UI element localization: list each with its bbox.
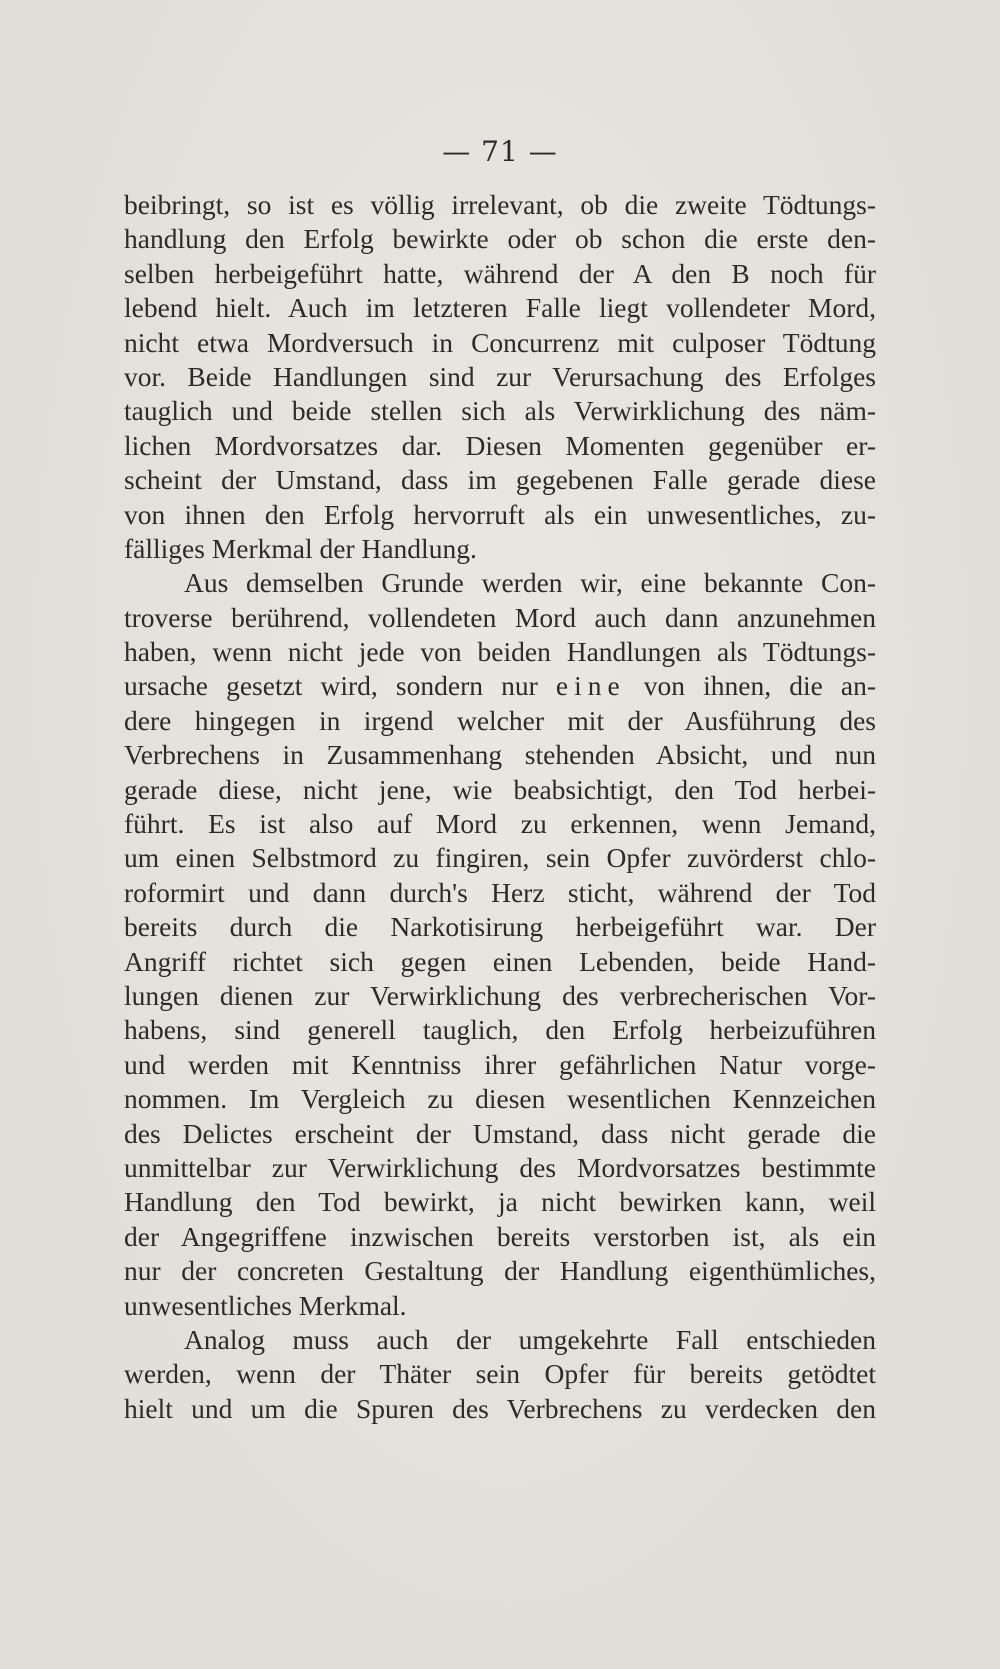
text-line: nommen. Im Vergleich zu diesen wesentlichen Kennzeichen xyxy=(124,1083,876,1115)
text-line: selben herbeigeführt hatte, während der A den B noch für xyxy=(124,257,876,289)
page-number: — 71 — xyxy=(442,135,558,168)
text-line: haben, wenn nicht jede von beiden Handlungen als Tödtungs- xyxy=(124,636,876,668)
text-line: handlung den Erfolg bewirkte oder ob schon die erste den- xyxy=(124,223,876,255)
text-line: Verbrechens in Zusammenhang stehenden Absicht, und nun xyxy=(124,739,876,771)
text-line: roformirt und dann durch's Herz sticht, während der Tod xyxy=(124,876,876,908)
text-line: tauglich und beide stellen sich als Verwirklichung des näm- xyxy=(124,395,876,427)
text-line: scheint der Umstand, dass im gegebenen Falle gerade diese xyxy=(124,464,876,496)
text-line: Aus demselben Grunde werden wir, eine bekannte Con- xyxy=(184,567,876,599)
text-line: gerade diese, nicht jene, wie beabsichtigt, den Tod herbei- xyxy=(124,773,876,805)
text-line: hielt und um die Spuren des Verbrechens zu verdecken den xyxy=(124,1392,876,1424)
text-line-with-spaced-word xyxy=(124,669,876,703)
paragraph-2 xyxy=(124,566,876,1323)
text-line: vor. Beide Handlungen sind zur Verursachung des Erfolges xyxy=(124,360,876,392)
text-line: Analog muss auch der umgekehrte Fall entschieden xyxy=(184,1323,876,1355)
text-line: um einen Selbstmord zu fingiren, sein Opfer zuvörderst chlo- xyxy=(124,842,876,874)
text-line: Angriff richtet sich gegen einen Lebenden, beide Hand- xyxy=(124,945,876,977)
text-line: lichen Mordvorsatzes dar. Diesen Momenten gegenüber er- xyxy=(124,429,876,461)
text-line: werden, wenn der Thäter sein Opfer für bereits getödtet xyxy=(124,1358,876,1390)
text-line: des Delictes erscheint der Umstand, dass nicht gerade die xyxy=(124,1117,876,1149)
text-line: dere hingegen in irgend welcher mit der Ausführung des xyxy=(124,704,876,736)
line-start: ursache gesetzt wird, sondern nur xyxy=(124,670,538,702)
text-line: lebend hielt. Auch im letzteren Falle liegt vollendeter Mord, xyxy=(124,292,876,324)
spaced-emphasis: eine xyxy=(555,670,626,702)
text-line: habens, sind generell tauglich, den Erfolg herbeizuführen xyxy=(124,1014,876,1046)
text-line: der Angegriffene inzwischen bereits verstorben ist, als ein xyxy=(124,1220,876,1252)
text-line: troverse berührend, vollendeten Mord auch dann anzunehmen xyxy=(124,601,876,633)
paragraph-3 xyxy=(124,1323,876,1426)
body-text xyxy=(124,188,876,1426)
paragraph-1 xyxy=(124,188,876,566)
text-line: unwesentliches Merkmal. xyxy=(124,1289,407,1321)
text-line: bereits durch die Narkotisirung herbeigeführt war. Der xyxy=(124,911,876,943)
text-line: nicht etwa Mordversuch in Concurrenz mit culposer Tödtung xyxy=(124,326,876,358)
text-line: unmittelbar zur Verwirklichung des Mordvorsatzes bestimmte xyxy=(124,1151,876,1183)
text-line: von ihnen den Erfolg hervorruft als ein unwesentliches, zu- xyxy=(124,498,876,530)
text-line: Handlung den Tod bewirkt, ja nicht bewirken kann, weil xyxy=(124,1186,876,1218)
text-line: lungen dienen zur Verwirklichung des verbrecherischen Vor- xyxy=(124,979,876,1011)
text-line: und werden mit Kenntniss ihrer gefährlichen Natur vorge- xyxy=(124,1048,876,1080)
line-end: von ihnen, die an- xyxy=(643,670,877,702)
text-line: fälliges Merkmal der Handlung. xyxy=(124,532,477,564)
text-line: beibringt, so ist es völlig irrelevant, ob die zweite Tödtungs- xyxy=(124,189,876,220)
text-line: nur der concreten Gestaltung der Handlung eigenthümliches, xyxy=(124,1255,876,1287)
text-line: führt. Es ist also auf Mord zu erkennen, wenn Jemand, xyxy=(124,808,876,840)
